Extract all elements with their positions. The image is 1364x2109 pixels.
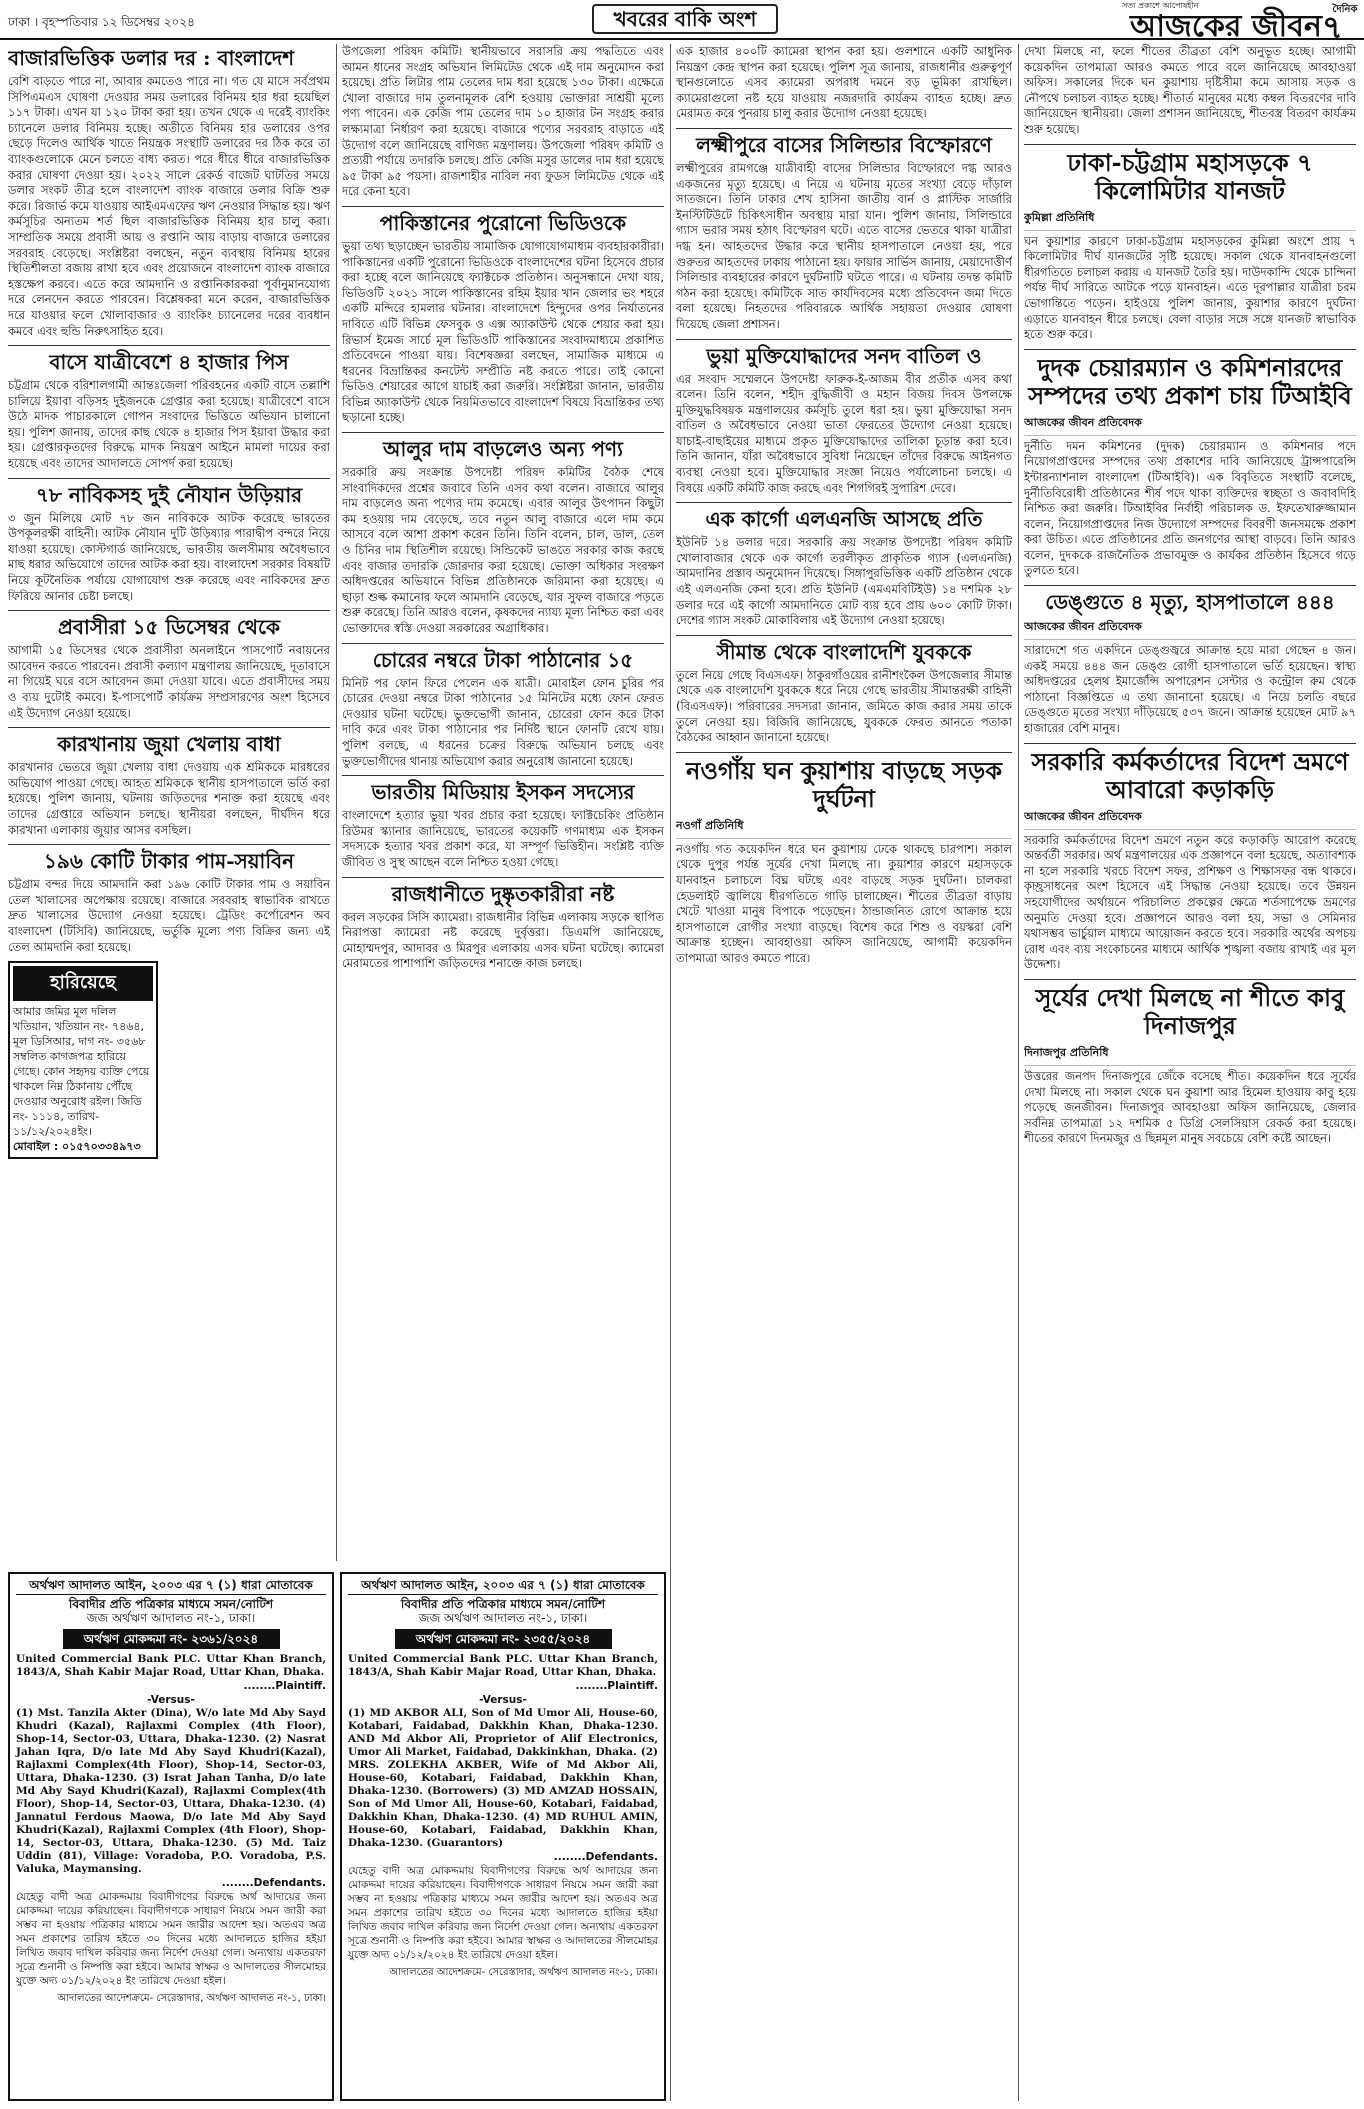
article-byline: কুমিল্লা প্রতিনিধি xyxy=(1024,209,1356,231)
legal-signature: আদালতের আদেশক্রমে- সেরেস্তাদার, অর্থঋণ আদালত নং-১, ঢাকা। xyxy=(57,1993,326,2004)
article-bus-explosion xyxy=(676,133,1012,333)
article-byline: আজকের জীবন প্রতিবেদক xyxy=(1024,618,1356,640)
article-body: সারাদেশে গত একদিনে ডেঙ্গুজ্বরে আক্রান্ত হয়ে মারা গেছেন ৪ জন। একই সময়ে ৪৪৪ জন ডেঙ্গু রোগী হাসপাতালে ভর্তি হয়েছেন। স্বাস্থ্য অধিদপ্তরের হেলথ ইমার্জেন্সি অপারেশন সেন্টার ও কন্ট্রোল রুম থেকে পাঠানো বিজ্ঞপ্তিতে এ তথ্য জানানো হয়েছে। এ নিয়ে চলতি বছরে ডেঙ্গুতে মৃতের সংখ্যা দাঁড়িয়েছে ৫৩৭ জনে। আক্রান্ত হয়েছেন মোট ৯৭ হাজারের বেশি মানুষ। xyxy=(1024,643,1356,736)
article-body: ভুয়া তথ্য ছড়াচ্ছেন ভারতীয় সামাজিক যোগাযোগমাধ্যম ব্যবহারকারীরা। পাকিস্তানের একটি পুরোনো ভিডিওকে বাংলাদেশের ঘটনা হিসেবে প্রচার করা হচ্ছে বলে জানিয়েছে ফ্যাক্টচেক প্রতিষ্ঠান। অনুসন্ধানে দেখা যায়, ভিডিওটি ২০২১ সালে পাকিস্তানের রহিম ইয়ার খান জেলার ভং শহরে একটি মন্দিরে হামলার ঘটনার। বাংলাদেশে হিন্দুদের ওপর নির্যাতনের দাবিতে এটি বিভিন্ন ফেসবুক ও এক্স অ্যাকাউন্ট থেকে শেয়ার করা হয়। রিভার্স ইমেজ সার্চে মূল ভিডিওটি পাকিস্তানের সংবাদমাধ্যমে প্রকাশিত প্রতিবেদনে পাওয়া যায়। বিশেষজ্ঞরা বলছেন, সামাজিক মাধ্যমে এ ধরনের বিভ্রান্তিকর কনটেন্ট সম্প্রীতি নষ্ট করতে পারে। তাই কোনো ভিডিও শেয়ারের আগে যাচাই করা জরুরি। সংশ্লিষ্টরা জানান, ভারতীয় বিভিন্ন অ্যাকাউন্ট থেকে নিয়মিতভাবে বাংলাদেশ বিষয়ে বিভ্রান্তিকর তথ্য ছড়ানো হচ্ছে। xyxy=(342,238,664,425)
article-headline: পাকিস্তানের পুরোনো ভিডিওকে xyxy=(379,210,627,235)
article-headline: সূর্যের দেখা মিলছে না শীতে কাবু দিনাজপুর xyxy=(1035,982,1345,1040)
article-byline: নওগাঁ প্রতিনিধি xyxy=(676,817,1012,839)
article-border-youth xyxy=(676,640,1012,746)
legal-plaintiff-role: ........Plaintiff. xyxy=(243,1680,326,1692)
article-dollar-rate xyxy=(8,46,330,339)
article-byline: দিনাজপুর প্রতিনিধি xyxy=(1024,1044,1356,1066)
column-3 xyxy=(676,44,1012,2101)
newspaper-tagline: সত্য প্রকাশে আপোষহীন xyxy=(1122,1,1199,10)
article-thief-number xyxy=(342,648,664,770)
article-body: তুলে নিয়ে গেছে বিএসএফ। ঠাকুরগাঁওয়ের রানীশংকৈল উপজেলার সীমান্ত থেকে এক বাংলাদেশি যুবককে ধরে নিয়ে গেছে ভারতীয় সীমান্তরক্ষী বাহিনী (বিএসএফ)। পরিবারের সদস্যরা জানান, জমিতে কাজ করার সময় তাকে তুলে নেওয়া হয়। বিজিবি জানিয়েছে, যুবককে ফেরত আনতে পতাকা বৈঠকের আহ্বান জানানো হয়েছে। xyxy=(676,667,1012,745)
legal-notice-text: যেহেতু বাদী অত্র মোকদ্দমায় বিবাদীগণের বিরুদ্ধে অর্থ আদায়ের জন্য মোকদ্দমা দায়ের করিয়াছেন। বিবাদীগণকে সাধারণ নিয়মে সমন জারী করা সম্ভব না হওয়ায় পত্রিকার মাধ্যমে সমন জারীর আদেশ হয়। অতএব অত্র সমন প্রকাশের তারিখ হইতে ৩০ দিনের মধ্যে আদালতে হাজির হইয়া লিখিত জবাব দাখিল করিবার জন্য নির্দেশ দেওয়া গেল। অন্যথায় একতরফা সূত্রে শুনানী ও নিষ্পত্তি করা হইবে। আমার স্বাক্ষর ও আদালতের সীলমোহর যুক্তে অদ্য ০১/১২/২০২৪ ইং তারিখে দেওয়া হইল। xyxy=(16,1891,326,1987)
article-bus-yaba xyxy=(8,350,330,472)
article-body: উপজেলা পরিষদ কমিটি। স্থানীয়ভাবে সরাসরি ক্রয় পদ্ধতিতে এবং আমন ধানের সংগ্রহ অভিযান লিমিটেড থেকে এই দাম অনুমোদন করা হয়েছে। প্রতি লিটার পাম তেলের দাম ধরা হয়েছে ১৩০ টাকা। এক্ষেত্রে খোলা বাজারে দাম তুলনামূলক বেশি হওয়ায় ভোক্তারা সাশ্রয়ী মূল্যে পণ্য পাবেন। এক কেজি পাম তেলের দাম ১০ হাজার টন সংগ্রহ করার লক্ষ্যমাত্রা নির্ধারণ করা হয়েছে। বাজারে পণ্যের সরবরাহ বাড়াতে এই উদ্যোগ বলে জানিয়েছে বাণিজ্য মন্ত্রণালয়। উপজেলা পরিষদ কমিটি ও প্রত্যয়ী পর্যায়ে তদারকি চলছে। প্রতি কেজি মসুর ডালের দাম ধরা হয়েছে ৯৫ টাকা ৯৫ পয়সা। রাজশাহীর নাবিল নব্য ফুডস লিমিটেড থেকে এই দরে কেনা হবে। xyxy=(342,44,664,199)
page-number: ৭ xyxy=(1322,8,1343,46)
article-body: সরকারি কর্মকর্তাদের বিদেশ ভ্রমণে নতুন করে কড়াকড়ি আরোপ করেছে অন্তর্বর্তী সরকার। অর্থ মন্ত্রণালয়ের এক প্রজ্ঞাপনে বলা হয়েছে, অত্যাবশ্যক না হলে সরকারি খরচে বিদেশ সফর, প্রশিক্ষণ ও শিক্ষাসফর বন্ধ থাকবে। কৃচ্ছ্রসাধনের অংশ হিসেবে এই সিদ্ধান্ত নেওয়া হয়েছে। তবে উন্নয়ন সহযোগীদের অর্থায়নে পরিচালিত প্রকল্পের ক্ষেত্রে শর্তসাপেক্ষে ভ্রমণের অনুমতি দেওয়া হবে। প্রজ্ঞাপনে আরও বলা হয়, সভা ও সেমিনার যথাসম্ভব ভার্চুয়াল মাধ্যমে আয়োজন করতে হবে। সরকারি অর্থের অপচয় রোধ এবং ব্যয় সংকোচনের মাধ্যমে আর্থিক শৃঙ্খলা বজায় রাখাই এর মূল উদ্দেশ্য। xyxy=(1024,832,1356,972)
article-body: কারখানার ভেতরে জুয়া খেলায় বাধা দেওয়ায় এক শ্রমিককে মারধরের অভিযোগ পাওয়া গেছে। আহত শ্রমিককে স্থানীয় হাসপাতালে ভর্তি করা হয়েছে। পুলিশ জানায়, ঘটনায় জড়িতদের শনাক্ত করা হয়েছে এবং তাদের গ্রেপ্তারে অভিযান চলছে। স্থানীয়রা বলছেন, দীর্ঘদিন ধরে কারখানা এলাকায় জুয়ার আসর বসছিল। xyxy=(8,760,330,837)
legal-notice-header: অর্থঋণ আদালত আইন, ২০০৩ এর ৭ (১) ধারা মোতাবেক xyxy=(16,1578,326,1595)
legal-defendants-role: ........Defendants. xyxy=(553,1851,658,1863)
section-title: খবরের বাকি অংশ xyxy=(592,4,778,34)
legal-versus: -Versus- xyxy=(147,1694,195,1706)
article-body: মিনিট পর ফোন ফিরে পেলেন এক যাত্রী। মোবাইল ফোন চুরির পর চোরের দেওয়া নম্বরে টাকা পাঠানোর ১৫ মিনিটের মধ্যে ফোন ফেরত দেওয়ার ঘটনা ঘটেছে। ভুক্তভোগী জানান, চোরেরা ফোন করে টাকা দাবি করে এবং টাকা পাঠানোর পর নির্দিষ্ট স্থানে ফোনটি রেখে যায়। পুলিশ বলছে, এ ধরনের চক্রের বিরুদ্ধে অভিযান চলছে এবং ভুক্তভোগীদের থানায় অভিযোগ করার অনুরোধ জানানো হয়েছে। xyxy=(342,675,664,768)
article-headline: নওগাঁয় ঘন কুয়াশায় বাড়ছে সড়ক দুর্ঘটনা xyxy=(686,755,1002,813)
legal-notice-subheader: বিবাদীর প্রতি পত্রিকার মাধ্যমে সমন/নোটিশ xyxy=(68,1597,274,1611)
lost-notice-title: হারিয়েছে xyxy=(13,966,153,1001)
legal-court: জজ অর্থঋণ আদালত নং-১, ঢাকা। xyxy=(418,1611,588,1625)
article-headline: সরকারি কর্মকর্তাদের বিদেশ ভ্রমণে আবারো কড়াকড়ি xyxy=(1031,746,1349,804)
article-headline: দুদক চেয়ারম্যান ও কমিশনারদের সম্পদের তথ্য প্রকাশ চায় টিআইবি xyxy=(1028,352,1352,410)
article-tib-acc xyxy=(1024,354,1356,579)
article-headline: আলুর দাম বাড়লেও অন্য পণ্য xyxy=(383,437,623,462)
column-divider xyxy=(670,44,671,2101)
article-headline: চোরের নম্বরে টাকা পাঠানোর ১৫ xyxy=(372,647,634,672)
legal-notice-1 xyxy=(8,1572,334,2101)
article-sailors xyxy=(8,483,330,605)
article-headline: ভুয়া মুক্তিযোদ্ধাদের সনদ বাতিল ও xyxy=(706,343,982,368)
column-4 xyxy=(1024,44,1356,2101)
article-headline: ৭৮ নাবিকসহ দুই নৌযান উড়িয়ার xyxy=(35,482,303,507)
legal-defendants-role: ........Defendants. xyxy=(221,1877,326,1889)
article-factory-gambling xyxy=(8,732,330,838)
article-body: এক হাজার ৪০০টি ক্যামেরা স্থাপন করা হয়। গুলশানে একটি আধুনিক নিয়ন্ত্রণ কেন্দ্র স্থাপন করা হয়েছে। পুলিশ সূত্র জানায়, রাজধানীর গুরুত্বপূর্ণ স্থানগুলোতে এসব ক্যামেরা অপরাধ দমনে বড় ভূমিকা রাখছিল। ক্যামেরাগুলো নষ্ট হয়ে যাওয়ায় নজরদারি কার্যক্রম ব্যাহত হচ্ছে। দ্রুত মেরামত করে পুনরায় চালু করার উদ্যোগ নেওয়া হয়েছে। xyxy=(676,44,1012,121)
article-continuation xyxy=(342,44,664,200)
article-potato-price xyxy=(342,437,664,637)
article-expatriates xyxy=(8,615,330,721)
page-masthead xyxy=(0,0,1364,46)
legal-plaintiff: United Commercial Bank PLC. Uttar Khan Branch, 1843/A, Shah Kabir Majar Road, Uttar Khan, Dhaka. xyxy=(348,1653,658,1678)
newspaper-name: আজকের জীবন xyxy=(1130,9,1322,44)
legal-notice-subheader: বিবাদীর প্রতি পত্রিকার মাধ্যমে সমন/নোটিশ xyxy=(400,1597,606,1611)
article-body: ইউনিট ১৪ ডলার দরে। সরকারি ক্রয় সংক্রান্ত উপদেষ্টা পরিষদ কমিটি খোলাবাজার থেকে এক কার্গো তরলীকৃত প্রাকৃতিক গ্যাস (এলএনজি) আমদানির প্রস্তাব অনুমোদন দিয়েছে। সিঙ্গাপুরভিত্তিক একটি প্রতিষ্ঠান থেকে এই এলএনজি কেনা হবে। প্রতি ইউনিট (এমএমবিটিইউ) ১৪ দশমিক ২৮ ডলার দরে এই কার্গো আমদানিতে মোট ব্যয় হবে প্রায় ৬০০ কোটি টাকা। দেশের গ্যাস সংকট মোকাবিলায় এই উদ্যোগ নেওয়া হয়েছে। xyxy=(676,535,1012,628)
article-fake-freedom-fighters xyxy=(676,344,1012,497)
legal-case-number: অর্থঋণ মোকদ্দমা নং- ২৩৬১/২০২৪ xyxy=(63,1629,280,1649)
legal-notice-2 xyxy=(340,1572,666,2101)
article-headline: ১৯৬ কোটি টাকার পাম-সয়াবিন xyxy=(43,849,295,874)
article-headline: এক কার্গো এলএনজি আসছে প্রতি xyxy=(705,507,983,532)
column-divider xyxy=(336,44,337,1561)
legal-court: জজ অর্থঋণ আদালত নং-১, ঢাকা। xyxy=(86,1611,256,1625)
article-pakistan-video xyxy=(342,211,664,426)
legal-case-number: অর্থঋণ মোকদ্দমা নং- ২৩৫৫/২০২৪ xyxy=(395,1629,612,1649)
column-divider xyxy=(1018,44,1019,2101)
article-headline: রাজধানীতে দুষ্কৃতকারীরা নষ্ট xyxy=(391,881,615,906)
article-palm-oil xyxy=(8,849,330,955)
legal-plaintiff: United Commercial Bank PLC. Uttar Khan Branch, 1843/A, Shah Kabir Majar Road, Uttar Khan, Dhaka. xyxy=(16,1653,326,1678)
legal-notice-header: অর্থঋণ আদালত আইন, ২০০৩ এর ৭ (১) ধারা মোতাবেক xyxy=(348,1578,658,1595)
article-body: সরকারি ক্রয় সংক্রান্ত উপদেষ্টা পরিষদ কমিটির বৈঠক শেষে সাংবাদিকদের প্রশ্নের জবাবে তিনি এসব কথা বলেন। বাজারে আলুর দাম বাড়লেও অন্য পণ্যের দাম কমেছে। এবার আলুর উৎপাদন কিছুটা কম হওয়ায় দাম বেড়েছে, তবে নতুন আলু বাজারে এলে দাম কমে আসবে বলে আশা প্রকাশ করেন তিনি। তিনি বলেন, চাল, ডাল, তেল ও চিনির দাম স্থিতিশীল রয়েছে। সিন্ডিকেট ভাঙতে সরকার কাজ করছে এবং বাজার তদারকি জোরদার করা হয়েছে। ভোক্তা অধিকার সংরক্ষণ অধিদপ্তরের অভিযানে বিভিন্ন প্রতিষ্ঠানকে জরিমানা করা হয়েছে। এ ছাড়া শুল্ক কমানোর ফলে আমদানি বেড়েছে, যার সুফল বাজারে পড়তে শুরু করেছে। তিনি আরও বলেন, কৃষকদের ন্যায্য মূল্য নিশ্চিত করা এবং ভোক্তাদের স্বস্তি দেওয়া সরকারের অগ্রাধিকার। xyxy=(342,465,664,635)
legal-versus: -Versus- xyxy=(479,1694,527,1706)
article-body: নওগাঁয় গত কয়েকদিন ধরে ঘন কুয়াশায় ঢেকে থাকছে চারপাশ। সকাল থেকে দুপুর পর্যন্ত সূর্যের দেখা মিলছে না। কুয়াশার কারণে মহাসড়কে যানবাহন চলাচলে বিঘ্ন ঘটছে এবং বাড়ছে সড়ক দুর্ঘটনা। চালকরা হেডলাইট জ্বালিয়ে ধীরগতিতে গাড়ি চালাচ্ছেন। শীতের তীব্রতা বাড়ায় খেটে খাওয়া মানুষ বিপাকে পড়েছেন। ঠান্ডাজনিত রোগে আক্রান্ত হয়ে হাসপাতালে রোগীর সংখ্যা বাড়ছে। বিশেষ করে শিশু ও বয়স্করা বেশি আক্রান্ত হচ্ছেন। আবহাওয়া অফিস জানিয়েছে, আগামী কয়েকদিন তাপমাত্রা আরও কমতে পারে। xyxy=(676,841,1012,965)
article-byline: আজকের জীবন প্রতিবেদক xyxy=(1024,414,1356,436)
article-highway-jam xyxy=(1024,149,1356,343)
article-cctv xyxy=(342,882,664,972)
article-headline: কারখানায় জুয়া খেলায় বাধা xyxy=(57,732,281,757)
column-2 xyxy=(342,44,664,1561)
lost-notice-body: আমার জমির মূল দলিল খতিয়ান, খতিয়ান নং- ৭৪৬৪, মূল ডিসিআর, দাগ নং- ৩৫৬৮ সম্বলিত কাগজপত্র হারিয়ে গেছে। কোন সহৃদয় ব্যক্তি পেয়ে থাকলে নিম্ন ঠিকানায় পৌঁছে দেওয়ার অনুরোধ রইল। জিডি নং- ১১১৪, তারিখ- ১১/১২/২০২৪ইং। xyxy=(13,1005,150,1139)
article-body: লক্ষ্মীপুরের রামগঞ্জে যাত্রীবাহী বাসের সিলিন্ডার বিস্ফোরণে দগ্ধ আরও একজনের মৃত্যু হয়েছে। এ নিয়ে এ ঘটনায় মৃতের সংখ্যা বেড়ে দাঁড়াল সাতজনে। তিনি ঢাকার শেখ হাসিনা জাতীয় বার্ন ও প্লাস্টিক সার্জারি ইনস্টিটিউটে চিকিৎসাধীন অবস্থায় মারা যান। পুলিশ জানায়, সিলিন্ডারে গ্যাস ভরার সময় হঠাৎ বিস্ফোরণ ঘটে। এতে বাসের ভেতরে থাকা যাত্রীরা দগ্ধ হন। আহতদের উদ্ধার করে স্থানীয় হাসপাতালে নেওয়া হয়, পরে গুরুতর আহতদের ঢাকায় পাঠানো হয়। ফায়ার সার্ভিস জানায়, মেয়াদোত্তীর্ণ সিলিন্ডার ব্যবহারের কারণে দুর্ঘটনাটি ঘটতে পারে। এ ঘটনায় তদন্ত কমিটি গঠন করা হয়েছে। কমিটিকে সাত কার্যদিবসের মধ্যে প্রতিবেদন জমা দিতে বলা হয়েছে। নিহতদের পরিবারকে আর্থিক সহায়তা দেওয়ার ঘোষণা দিয়েছে জেলা প্রশাসন। xyxy=(676,160,1012,331)
column-1 xyxy=(8,44,330,1561)
legal-defendants: (1) MD AKBOR ALI, Son of Md Umor Ali, House-60, Kotabari, Faidabad, Dakkhin Khan, Dhaka-1230. AND Md Akbor Ali, Proprietor of Alif Electronics, Umor Ali Market, Faidabad, Dakkinkhan, Dhaka. (2) MRS. ZOLEKHA AKBER, Wife of Md Akbor Ali, House-60, Kotabari, Faidabad, Dakkhin Khan, Dhaka-1230. (Borrowers) (3) MD AMZAD HOSSAIN, Son of Md Umor Ali, House-60, Kotabari, Faidabad, Dakkhin Khan, Dhaka-1230. (4) MD RUHUL AMIN, House-60, Kotabari, Faidabad, Dakkhin Khan, Dhaka-1230. (Guarantors) xyxy=(348,1707,658,1849)
article-body: আগামী ১৫ ডিসেম্বর থেকে প্রবাসীরা অনলাইনে পাসপোর্ট নবায়নের আবেদন করতে পারবেন। প্রবাসী কল্যাণ মন্ত্রণালয় জানিয়েছে, দূতাবাসে না গিয়েই ঘরে বসে আবেদন জমা দেওয়া যাবে। এতে প্রবাসীদের সময় ও ব্যয় দুটোই কমবে। ই-পাসপোর্ট কার্যক্রম সম্প্রসারণের অংশ হিসেবে এই উদ্যোগ নেওয়া হয়েছে। xyxy=(8,643,330,720)
article-body: দেখা মিলছে না, ফলে শীতের তীব্রতা বেশি অনুভূত হচ্ছে। আগামী কয়েকদিন তাপমাত্রা আরও কমতে পারে বলে জানিয়েছে আবহাওয়া অফিস। সকালের দিকে ঘন কুয়াশায় দৃষ্টিসীমা কমে আসায় সড়ক ও নৌপথে চলাচল ব্যাহত হচ্ছে। শীতার্ত মানুষের মধ্যে কম্বল বিতরণের দাবি জানিয়েছেন স্থানীয়রা। জেলা প্রশাসন জানিয়েছে, শীতবস্ত্র বিতরণ কার্যক্রম শুরু হয়েছে। xyxy=(1024,44,1356,136)
issue-date: ঢাকা । বৃহস্পতিবার ১২ ডিসেম্বর ২০২৪ xyxy=(8,15,195,29)
article-iskcon xyxy=(342,780,664,870)
article-body: উত্তরের জনপদ দিনাজপুরে জেঁকে বসেছে শীত। কয়েকদিন ধরে সূর্যের দেখা মিলছে না। সকাল থেকে ঘন কুয়াশা আর হিমেল হাওয়ায় কাবু হয়ে পড়েছে জনজীবন। দিনাজপুর আবহাওয়া অফিস জানিয়েছে, জেলার সর্বনিম্ন তাপমাত্রা ১২ দশমিক ৫ ডিগ্রি সেলসিয়াস রেকর্ড করা হয়েছে। শীতের কারণে দিনমজুর ও ছিন্নমূল মানুষ সবচেয়ে বেশি কষ্টে আছেন। xyxy=(1024,1068,1356,1146)
article-headline: সীমান্ত থেকে বাংলাদেশি যুবককে xyxy=(716,639,972,664)
article-body: এর সংবাদ সম্মেলনে উপদেষ্টা ফারুক-ই-আজম বীর প্রতীক এসব কথা বলেন। তিনি বলেন, শহীদ বুদ্ধিজীবী ও মহান বিজয় দিবস উপলক্ষে মুক্তিযুদ্ধবিষয়ক মন্ত্রণালয়ের কর্মসূচি তুলে ধরা হয়। ভুয়া মুক্তিযোদ্ধা সনদ বাতিল ও অবৈধভাবে নেওয়া ভাতা ফেরতের উদ্যোগ নেওয়া হয়েছে। যাচাই-বাছাইয়ের মাধ্যমে প্রকৃত মুক্তিযোদ্ধাদের তালিকা চূড়ান্ত করা হবে। তিনি জানান, যাঁরা অবৈধভাবে সুবিধা নিয়েছেন তাঁদের বিরুদ্ধে আইনগত ব্যবস্থা নেওয়া হবে। মুক্তিযোদ্ধার সংজ্ঞা নিয়েও পর্যালোচনা চলছে। এ বিষয়ে একটি কমিটি কাজ করছে এবং শিগগিরই সুপারিশ দেবে। xyxy=(676,371,1012,495)
lost-notice-ad xyxy=(8,961,158,1159)
article-headline: প্রবাসীরা ১৫ ডিসেম্বর থেকে xyxy=(57,615,280,640)
lost-notice-contact: মোবাইল : ০১৫৭০৩৩৪৯৭৩ xyxy=(13,1140,141,1154)
legal-plaintiff-role: ........Plaintiff. xyxy=(575,1680,658,1692)
article-body: চট্টগ্রাম বন্দর দিয়ে আমদানি করা ১৯৬ কোটি টাকার পাম ও সয়াবিন তেল খালাসের অপেক্ষায় রয়েছে। বাজারে সরবরাহ স্বাভাবিক রাখতে দ্রুত খালাসের উদ্যোগ নেওয়া হয়েছে। ট্রেডিং কর্পোরেশন অব বাংলাদেশ (টিসিবি) জানিয়েছে, ভর্তুকি মূল্যে পণ্য বিক্রির জন্য এই তেল আমদানি করা হয়েছে। xyxy=(8,877,330,954)
article-headline: বাসে যাত্রীবেশে ৪ হাজার পিস xyxy=(49,350,289,375)
article-continuation xyxy=(1024,44,1356,138)
legal-notice-text: যেহেতু বাদী অত্র মোকদ্দমায় বিবাদীগণের বিরুদ্ধে অর্থ আদায়ের জন্য মোকদ্দমা দায়ের করিয়াছেন। বিবাদীগণকে সাধারণ নিয়মে সমন জারী করা সম্ভব না হওয়ায় পত্রিকার মাধ্যমে সমন জারীর আদেশ হয়। অতএব অত্র সমন প্রকাশের তারিখ হইতে ৩০ দিনের মধ্যে আদালতে হাজির হইয়া লিখিত জবাব দাখিল করিবার জন্য নির্দেশ দেওয়া গেল। অন্যথায় একতরফা সূত্রে শুনানী ও নিষ্পত্তি করা হইবে। আমার স্বাক্ষর ও আদালতের সীলমোহর যুক্তে অদ্য ০১/১২/২০২৪ ইং তারিখে দেওয়া হইল। xyxy=(348,1865,658,1961)
article-body: বেশি বাড়তে পারে না, আবার কমতেও পারে না। গত যে মাসে সর্বপ্রথম সিপিএমএস ঘোষণা দেওয়ার সময় ডলারের বিনিময় হার ধরা হয়েছিল ১১৭ টাকা। এখন যা ১২০ টাকা করা হয়। তখন থেকে এ দরেই ব্যাংকিং চ্যানেলে ডলার বিনিময় হচ্ছে। অতীতে বিনিময় হার ডলারের ওপর ছেড়ে দিলেও আর্থিক খাতে নিয়ন্ত্রক সংস্থাটি ডলারের দর ঠিক করে তা ব্যাংকগুলোকে মেনে চলতে বাধ্য করত। পরে ধীরে ধীরে বাজারভিত্তিক করার ঘোষণা দেওয়া হয়। ২০২২ সালে রেকর্ড বাজেট ঘাটতির সময়ে ডলার সংকট তীব্র হলে বাংলাদেশ ব্যাংক বাজারে ডলার বিক্রি শুরু করে। রিজার্ভ কমে যাওয়ায় আইএমএফের ঋণ নেওয়ার সিদ্ধান্ত হয়। ঋণ কর্মসূচির অন্যতম শর্ত ছিল বাজারভিত্তিক বিনিময় হার চালু করা। সাম্প্রতিক সময়ে প্রবাসী আয় ও রপ্তানি আয় বাড়ায় বাজারে ডলারের সরবরাহ বেড়েছে। সংশ্লিষ্টরা বলছেন, নতুন ব্যবস্থায় বিনিময় হারের স্থিতিশীলতা বজায় রাখা হবে এবং প্রয়োজনে বাংলাদেশ ব্যাংক বাজারে হস্তক্ষেপ করবে। এতে করে আমদানি ও রপ্তানিকারকরা পূর্বানুমানযোগ্য দরে লেনদেন করতে পারবেন। বিশ্লেষকরা মনে করেন, বাজারভিত্তিক দরে যাওয়ার ফলে খোলাবাজার ও ব্যাংকিং চ্যানেলের দরের ব্যবধান কমবে এবং হুন্ডি নিরুৎসাহিত হবে। xyxy=(8,74,330,338)
article-headline: ঢাকা-চট্টগ্রাম মহাসড়কে ৭ কিলোমিটার যানজট xyxy=(1067,147,1313,205)
article-foreign-travel xyxy=(1024,748,1356,973)
article-body: ৩ জুন মিলিয়ে মোট ৭৮ জন নাবিককে আটক করেছে ভারতের উপকূলরক্ষী বাহিনী। আটক নৌযান দুটি উড়িষ্যার পারাদ্বীপ বন্দরে নিয়ে যাওয়া হয়েছে। কোস্টগার্ড জানিয়েছে, ভারতীয় জলসীমায় অবৈধভাবে মাছ ধরার অভিযোগে তাদের আটক করা হয়। বাংলাদেশ সরকার বিষয়টি নিয়ে কূটনৈতিক পর্যায়ে যোগাযোগ শুরু করেছে এবং নাবিকদের দ্রুত ফিরিয়ে আনার চেষ্টা চলছে। xyxy=(8,510,330,603)
edition-label: দৈনিক xyxy=(1332,4,1358,15)
article-headline: ডেঙ্গুতে ৪ মৃত্যু, হাসপাতালে ৪৪৪ xyxy=(1045,590,1335,615)
article-headline: বাজারভিত্তিক ডলার দর : বাংলাদেশ xyxy=(8,46,295,70)
article-dengue xyxy=(1024,590,1356,737)
article-body: বাংলাদেশে হত্যার ভুয়া খবর প্রচার করা হয়েছে। ফ্যাক্টচেকিং প্রতিষ্ঠান রিউমর স্ক্যানার জানিয়েছে, ভারতের কয়েকটি গণমাধ্যম এক ইসকন সদস্যকে হত্যার খবর প্রকাশ করে, যা সম্পূর্ণ ভিত্তিহীন। সংশ্লিষ্ট ব্যক্তি জীবিত ও সুস্থ আছেন বলে নিশ্চিত হওয়া গেছে। xyxy=(342,808,664,869)
legal-signature: আদালতের আদেশক্রমে- সেরেস্তাদার, অর্থঋণ আদালত নং-১, ঢাকা। xyxy=(389,1967,658,1978)
article-headline: লক্ষ্মীপুরে বাসের সিলিন্ডার বিস্ফোরণে xyxy=(696,132,992,157)
article-byline: আজকের জীবন প্রতিবেদক xyxy=(1024,808,1356,830)
article-headline: ভারতীয় মিডিয়ায় ইসকন সদস্যের xyxy=(371,780,635,805)
article-lng-cargo xyxy=(676,507,1012,629)
legal-defendants: (1) Mst. Tanzila Akter (Dina), W/o late Md Aby Sayd Khudri (Kazal), Rajlaxmi Complex (4th Floor), Shop-14, Sector-03, Uttara, Dhaka-1230. (2) Nasrat Jahan Iqra, D/o late Md Aby Sayd Khudri(Kazal), Rajlaxmi Complex(4th Floor), Shop-14, Sector-03, Uttara, Dhaka-1230. (3) Israt Jahan Tanha, D/o late Md Aby Sayd Khudri(Kazal), Rajlaxmi Complex(4th Floor), Shop-14, Sector-03, Uttara, Dhaka-1230. (4) Jannatul Ferdous Maowa, D/o late Md Aby Sayd Khudri(Kazal), Rajlaxmi Complex (4th Floor), Shop-14, Sector-03, Uttara, Dhaka-1230. (5) Md. Taiz Uddin (81), Village: Voradoba, P.O. Voradoba, P.S. Valuka, Maymansing. xyxy=(16,1707,326,1875)
article-body: চট্টগ্রাম থেকে বরিশালগামী আন্তঃজেলা পরিবহনের একটি বাসে তল্লাশি চালিয়ে ইয়াবা বড়িসহ দুইজনকে গ্রেপ্তার করা হয়েছে। যাত্রীবেশে বাসে উঠে মাদক পাচারকালে গোপন সংবাদের ভিত্তিতে অভিযান চালানো হয়। পুলিশ জানায়, তাদের কাছ থেকে ৪ হাজার পিস ইয়াবা উদ্ধার করা হয়। গ্রেপ্তারকৃতদের বিরুদ্ধে মাদক নিয়ন্ত্রণ আইনে মামলা দায়ের করা হয়েছে এবং তাদের আদালতে সোপর্দ করা হয়েছে। xyxy=(8,378,330,471)
article-continuation xyxy=(676,44,1012,122)
article-body: দুর্নীতি দমন কমিশনের (দুদক) চেয়ারম্যান ও কমিশনার পদে নিয়োগপ্রাপ্তদের সম্পদের তথ্য প্রকাশের দাবি জানিয়েছে ট্রান্সপারেন্সি ইন্টারন্যাশনাল বাংলাদেশ (টিআইবি)। এক বিবৃতিতে সংস্থাটি বলেছে, দুর্নীতিবিরোধী প্রতিষ্ঠানের শীর্ষ পদে থাকা ব্যক্তিদের স্বচ্ছতা ও জবাবদিহি নিশ্চিত করা জরুরি। টিআইবির নির্বাহী পরিচালক ড. ইফতেখারুজ্জামান বলেন, নিয়োগপ্রাপ্তদের নিজ উদ্যোগে সম্পদের বিবরণী জনসমক্ষে প্রকাশ করা উচিত। এতে প্রতিষ্ঠানের প্রতি জনগণের আস্থা বাড়বে। তিনি আরও বলেন, দুদককে রাজনৈতিক প্রভাবমুক্ত ও কার্যকর প্রতিষ্ঠান হিসেবে গড়ে তুলতে হবে। xyxy=(1024,438,1356,578)
article-body: ঘন কুয়াশার কারণে ঢাকা-চট্টগ্রাম মহাসড়কের কুমিল্লা অংশে প্রায় ৭ কিলোমিটার দীর্ঘ যানজটের সৃষ্টি হয়েছে। সকাল থেকে যানবাহনগুলো ধীরগতিতে চলাচল করায় এ যানজট তৈরি হয়। দাউদকান্দি থেকে চান্দিনা পর্যন্ত দীর্ঘ সারিতে আটকে পড়ে যানবাহন। এতে দূরপাল্লার যাত্রীরা চরম ভোগান্তিতে পড়েন। হাইওয়ে পুলিশ জানায়, কুয়াশার কারণে দুর্ঘটনা এড়াতে যানবাহন ধীরে চলছে। বেলা বাড়ার সঙ্গে সঙ্গে যানজট স্বাভাবিক হতে শুরু করে। xyxy=(1024,233,1356,342)
article-naogaon-fog xyxy=(676,757,1012,967)
article-body: করল সড়কের সিসি ক্যামেরা। রাজধানীর বিভিন্ন এলাকায় সড়কে স্থাপিত নিরাপত্তা ক্যামেরা নষ্ট করেছে দুর্বৃত্তরা। ডিএমপি জানিয়েছে, মোহাম্মদপুর, আদাবর ও মিরপুর এলাকায় এসব ঘটনা ঘটেছে। ক্যামেরা মেরামতের পাশাপাশি জড়িতদের শনাক্তে কাজ চলছে। xyxy=(342,909,664,971)
article-dinajpur-cold xyxy=(1024,984,1356,1147)
